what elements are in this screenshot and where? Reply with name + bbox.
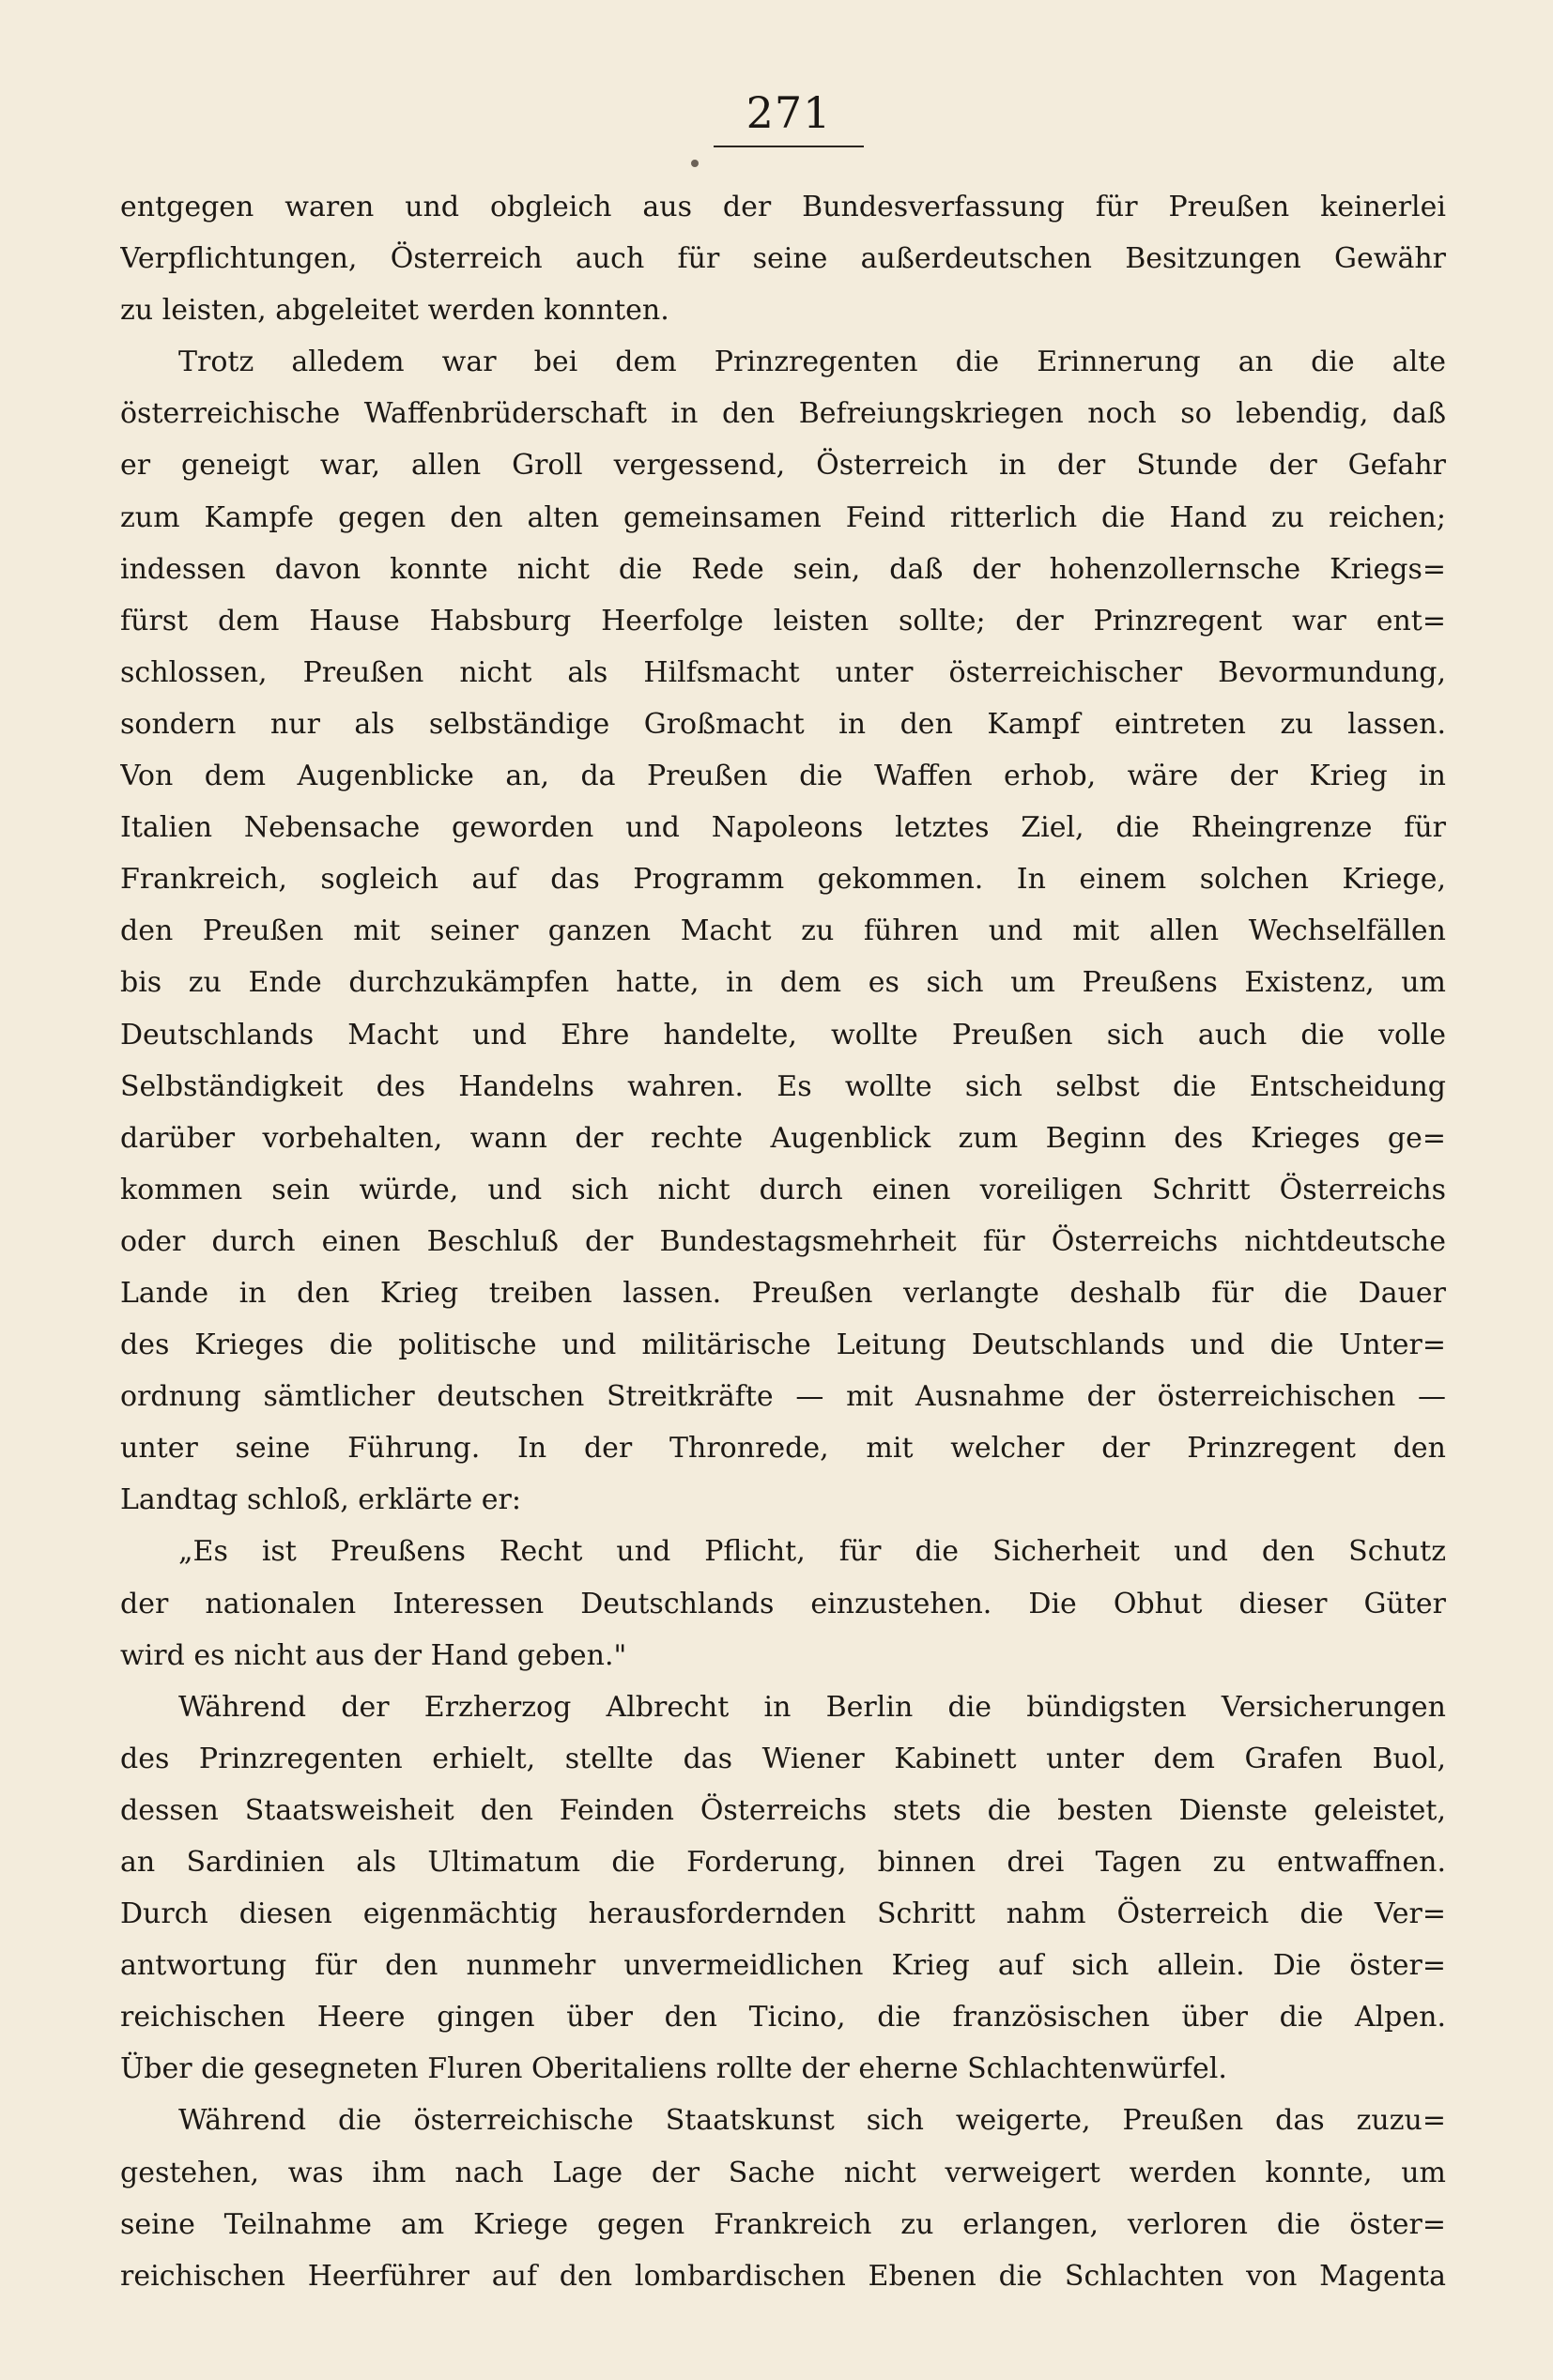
text-line: Trotz alledem war bei dem Prinzregenten die Erinnerung an die alte xyxy=(178,345,1446,379)
quote-line: der nationalen Interessen Deutschlands einzustehen. Die Obhut dieser Güter xyxy=(120,1587,1446,1620)
text-line: Italien Nebensache geworden und Napoleons letztes Ziel, die Rheingrenze für xyxy=(120,811,1446,845)
text-line: Lande in den Krieg treiben lassen. Preußen verlangte deshalb für die Dauer xyxy=(120,1276,1446,1310)
text-line: Selbständigkeit des Handelns wahren. Es wollte sich selbst die Entscheidung xyxy=(120,1069,1446,1103)
text-line: sondern nur als selbständige Großmacht in den Kampf eintreten zu lassen. xyxy=(120,707,1446,741)
text-line: zum Kampfe gegen den alten gemeinsamen Feind ritterlich die Hand zu reichen; xyxy=(120,500,1446,534)
text-line: Deutschlands Macht und Ehre handelte, wollte Preußen sich auch die volle xyxy=(120,1018,1446,1052)
text-line: darüber vorbehalten, wann der rechte Augenblick zum Beginn des Krieges ge= xyxy=(120,1121,1446,1155)
text-line: seine Teilnahme am Kriege gegen Frankreich zu erlangen, verloren die öster= xyxy=(120,2207,1446,2241)
text-line: zu leisten, abgeleitet werden konnten. xyxy=(120,294,669,328)
text-line: entgegen waren und obgleich aus der Bundesverfassung für Preußen keinerlei xyxy=(120,191,1446,223)
text-line: gestehen, was ihm nach Lage der Sache nicht verweigert werden konnte, um xyxy=(120,2156,1446,2189)
text-line: Landtag schloß, erklärte er: xyxy=(120,1483,521,1517)
text-line: fürst dem Hause Habsburg Heerfolge leisten sollte; der Prinzregent war ent= xyxy=(120,604,1446,637)
text-line: reichischen Heere gingen über den Ticino, die französischen über die Alpen. xyxy=(120,2001,1446,2035)
text-line: ordnung sämtlicher deutschen Streitkräfte — mit Ausnahme der österreichischen — xyxy=(120,1380,1446,1414)
text-line: reichischen Heerführer auf den lombardischen Ebenen die Schlachten von Magenta xyxy=(120,2259,1446,2293)
quote-line: wird es nicht aus der Hand geben." xyxy=(120,1638,627,1672)
text-line: unter seine Führung. In der Thronrede, mit welcher der Prinzregent den xyxy=(120,1432,1446,1466)
text-line: an Sardinien als Ultimatum die Forderung, binnen drei Tagen zu entwaffnen. xyxy=(120,1846,1446,1879)
quote-line: „Es ist Preußens Recht und Pflicht, für die Sicherheit und den Schutz xyxy=(178,1535,1446,1569)
text-line: kommen sein würde, und sich nicht durch einen voreiligen Schritt Österreichs xyxy=(120,1173,1446,1206)
text-line: den Preußen mit seiner ganzen Macht zu führen und mit allen Wechselfällen xyxy=(120,914,1446,948)
text-line: des Prinzregenten erhielt, stellte das Wiener Kabinett unter dem Grafen Buol, xyxy=(120,1742,1446,1775)
text-line: Frankreich, sogleich auf das Programm gekommen. In einem solchen Kriege, xyxy=(120,863,1446,897)
text-line: Von dem Augenblicke an, da Preußen die Waffen erhob, wäre der Krieg in xyxy=(120,760,1446,793)
text-line: indessen davon konnte nicht die Rede sein, daß der hohenzollernsche Kriegs= xyxy=(120,552,1446,586)
text-line: schlossen, Preußen nicht als Hilfsmacht unter österreichischer Bevormundung, xyxy=(120,655,1446,689)
page-number: 271 xyxy=(746,87,832,138)
text-line: Während die österreichische Staatskunst sich weigerte, Preußen das zuzu= xyxy=(178,2104,1446,2138)
text-line: bis zu Ende durchzukämpfen hatte, in dem es sich um Preußens Existenz, um xyxy=(120,966,1446,1000)
text-line: er geneigt war, allen Groll vergessend, Österreich in der Stunde der Gefahr xyxy=(120,449,1446,483)
text-line: antwortung für den nunmehr unvermeidlichen Krieg auf sich allein. Die öster= xyxy=(120,1949,1446,1983)
ink-dot xyxy=(691,160,699,167)
page-number-rule xyxy=(714,146,864,147)
body-text xyxy=(120,181,1446,2302)
text-line: österreichische Waffenbrüderschaft in den Befreiungskriegen noch so lebendig, daß xyxy=(120,397,1446,431)
text-line: dessen Staatsweisheit den Feinden Österreichs stets die besten Dienste geleistet, xyxy=(120,1793,1446,1827)
text-line: Verpflichtungen, Österreich auch für seine außerdeutschen Besitzungen Gewähr xyxy=(120,242,1446,276)
text-line: Über die gesegneten Fluren Oberitaliens rollte der eherne Schlachtenwürfel. xyxy=(120,2052,1227,2086)
text-line: des Krieges die politische und militärische Leitung Deutschlands und die Unter= xyxy=(120,1328,1446,1362)
text-line: oder durch einen Beschluß der Bundestagsmehrheit für Österreichs nichtdeutsche xyxy=(120,1224,1446,1258)
text-line: Durch diesen eigenmächtig herausfordernden Schritt nahm Österreich die Ver= xyxy=(120,1897,1446,1931)
text-line: Während der Erzherzog Albrecht in Berlin die bündigsten Versicherungen xyxy=(178,1690,1446,1724)
